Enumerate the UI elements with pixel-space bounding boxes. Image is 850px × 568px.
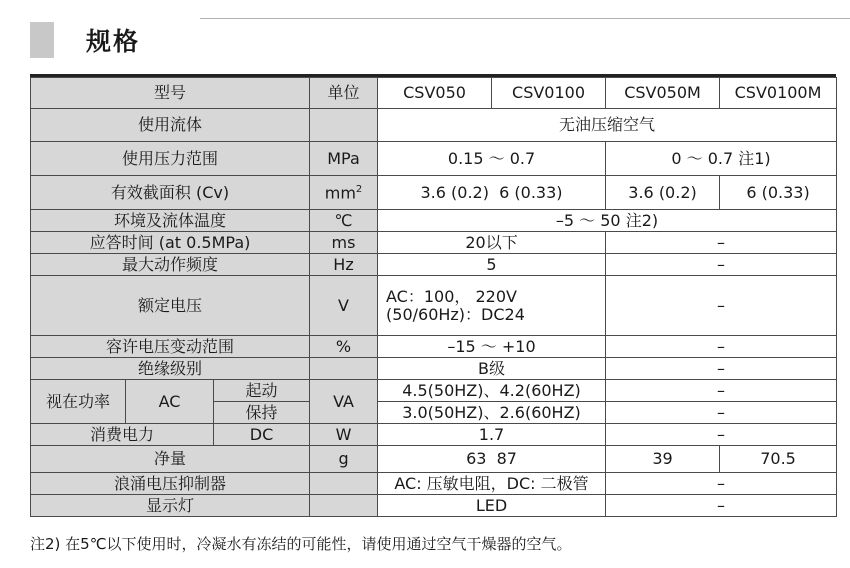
table-row <box>31 380 837 402</box>
table-row <box>31 424 837 446</box>
value-part: 87 <box>496 449 517 469</box>
header-model-2: CSV0100 <box>492 78 606 109</box>
row-label: 净量 <box>31 446 310 473</box>
value-cell: AC: 压敏电阻，DC: 二极管 <box>378 473 606 495</box>
value-cell: 39 <box>606 446 720 473</box>
value-cell: – <box>606 336 837 358</box>
row-label: 额定电压 <box>31 276 310 336</box>
unit-cell: V <box>310 276 378 336</box>
value-cell: 0 ～ 0.7 注1) <box>606 142 837 176</box>
value-cell: 1.7 <box>378 424 606 446</box>
table-row <box>31 176 837 210</box>
value-cell: – <box>606 232 837 254</box>
value-cell <box>378 446 606 473</box>
row-sublabel: AC <box>126 380 214 424</box>
table-row <box>31 276 837 336</box>
row-label: 环境及流体温度 <box>31 210 310 232</box>
row-label: 有效截面积 (Cv) <box>31 176 310 210</box>
unit-cell <box>310 109 378 142</box>
value-cell: – <box>606 424 837 446</box>
value-cell: – <box>606 473 837 495</box>
title-marker <box>30 22 54 58</box>
value-cell: 5 <box>378 254 606 276</box>
value-cell: –5 ～ 50 注2) <box>378 210 837 232</box>
value-cell: – <box>606 495 837 517</box>
value-cell: – <box>606 402 837 424</box>
table-row <box>31 473 837 495</box>
unit-cell: W <box>310 424 378 446</box>
row-label: 浪涌电压抑制器 <box>31 473 310 495</box>
table-row <box>31 109 837 142</box>
header-model: 型号 <box>31 78 310 109</box>
unit-cell <box>310 358 378 380</box>
value-cell: 70.5 <box>720 446 837 473</box>
row-label: 视在功率 <box>31 380 126 424</box>
value-cell: 0.15 ～ 0.7 <box>378 142 606 176</box>
table-row <box>31 495 837 517</box>
value-cell: 无油压缩空气 <box>378 109 837 142</box>
row-label: 应答时间 (at 0.5MPa) <box>31 232 310 254</box>
table-row <box>31 358 837 380</box>
row-sublabel: 起动 <box>214 380 310 402</box>
unit-superscript: 2 <box>355 183 363 195</box>
section-title-bar <box>30 18 850 58</box>
unit-cell: Hz <box>310 254 378 276</box>
value-cell: – <box>606 276 837 336</box>
unit-base: mm <box>324 182 356 202</box>
value-line: AC：100， 220V <box>386 286 517 306</box>
value-cell: B级 <box>378 358 606 380</box>
unit-cell <box>310 176 378 210</box>
table-row <box>31 446 837 473</box>
unit-cell: g <box>310 446 378 473</box>
unit-cell: ms <box>310 232 378 254</box>
value-cell: 3.6 (0.2) <box>606 176 720 210</box>
row-sublabel: 保持 <box>214 402 310 424</box>
unit-cell: % <box>310 336 378 358</box>
value-cell: 6 (0.33) <box>720 176 837 210</box>
table-row-header <box>31 78 837 109</box>
value-part: 3.6 (0.2) <box>420 182 489 202</box>
table-row <box>31 210 837 232</box>
header-unit: 单位 <box>310 78 378 109</box>
value-line: (50/60Hz)：DC24 <box>386 304 525 324</box>
value-cell <box>378 176 606 210</box>
unit-cell: MPa <box>310 142 378 176</box>
page-title: 规格 <box>86 27 141 56</box>
unit-cell: VA <box>310 380 378 424</box>
footnote: 注2) 在5℃以下使用时，冷凝水有冻结的可能性，请使用通过空气干燥器的空气。 <box>30 535 572 553</box>
value-part: 63 <box>466 449 487 469</box>
value-cell: LED <box>378 495 606 517</box>
value-cell: 20以下 <box>378 232 606 254</box>
row-sublabel: DC <box>214 424 310 446</box>
value-cell: – <box>606 254 837 276</box>
header-model-3: CSV050M <box>606 78 720 109</box>
row-label: 绝缘级别 <box>31 358 310 380</box>
value-cell: – <box>606 380 837 402</box>
header-model-4: CSV0100M <box>720 78 837 109</box>
unit-cell <box>310 495 378 517</box>
value-cell: –15 ～ +10 <box>378 336 606 358</box>
value-cell <box>378 276 606 336</box>
title-rule <box>200 18 850 19</box>
table-row <box>31 142 837 176</box>
spec-table <box>30 77 837 517</box>
row-label: 使用压力范围 <box>31 142 310 176</box>
table-row <box>31 232 837 254</box>
value-cell: 4.5(50HZ)、4.2(60HZ) <box>378 380 606 402</box>
header-model-1: CSV050 <box>378 78 492 109</box>
row-label: 最大动作频度 <box>31 254 310 276</box>
table-row <box>31 336 837 358</box>
value-cell: – <box>606 358 837 380</box>
unit-cell <box>310 473 378 495</box>
value-cell: 3.0(50HZ)、2.6(60HZ) <box>378 402 606 424</box>
row-label: 使用流体 <box>31 109 310 142</box>
unit-cell: ℃ <box>310 210 378 232</box>
value-part: 6 (0.33) <box>499 182 563 202</box>
row-label: 容许电压变动范围 <box>31 336 310 358</box>
table-row <box>31 254 837 276</box>
row-label: 消费电力 <box>31 424 214 446</box>
row-label: 显示灯 <box>31 495 310 517</box>
